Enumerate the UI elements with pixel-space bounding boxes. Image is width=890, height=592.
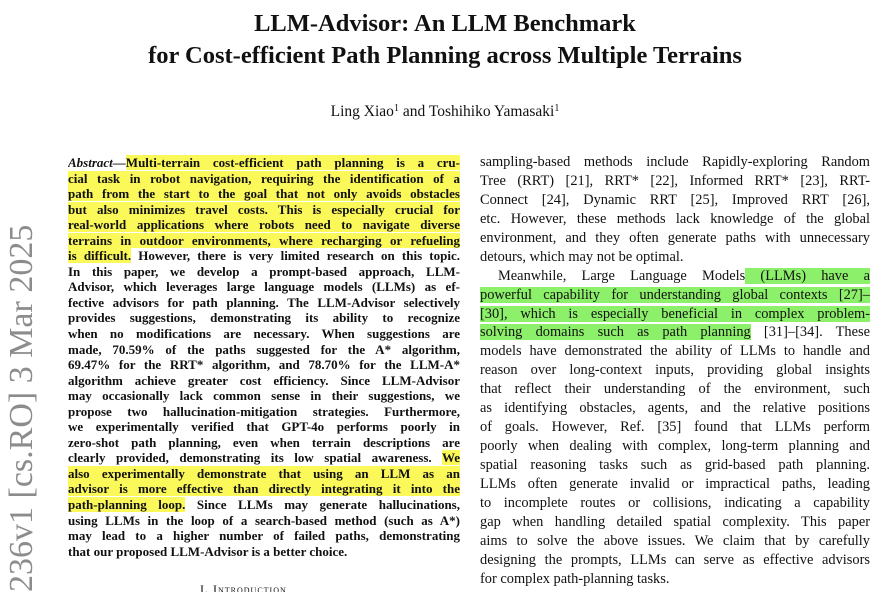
- affiliation-mark: 1: [554, 103, 560, 114]
- text-line: [68, 326, 460, 342]
- text-line: [480, 342, 870, 361]
- highlighted-text: advisor is more effective than directly integrating it into the: [68, 481, 460, 497]
- text-span: of goals. However, Ref. [35] found that LLMs perform: [480, 419, 870, 436]
- text-span: reason over long-context inputs, providing global insights: [480, 362, 870, 379]
- highlighted-text: We: [441, 450, 460, 466]
- text-line: [68, 217, 460, 233]
- text-span: poorly when dealing with complex, long-term planning and: [480, 438, 870, 455]
- text-line: [68, 513, 460, 529]
- text-line: [68, 155, 460, 171]
- text-span: Advisor, which leverages large language models (LLMs) as ef-: [68, 279, 460, 295]
- text-line: [68, 233, 460, 249]
- text-span: that our proposed LLM-Advisor is a better choice.: [68, 543, 348, 559]
- text-span: may occasionally lack common sense in their suggestions, we: [68, 388, 460, 404]
- text-span: zero-shot path planning, even when terrain descriptions are: [68, 434, 460, 450]
- text-span: as identifying obstacles, agents, and the relative positions: [480, 400, 870, 417]
- highlighted-text: terrains in outdoor environments, where recharging or refueling: [68, 232, 460, 248]
- text-span: aims to solve the above issues. We claim that by carefully: [480, 532, 870, 549]
- text-line: [480, 570, 870, 589]
- text-line: [480, 456, 870, 475]
- text-span: detours, which may not be optimal.: [480, 248, 684, 265]
- text-span: algorithm achieve greater cost efficiency. Since LLM-Advisor: [68, 372, 460, 388]
- text-span: provides suggestions, demonstrating its ability to recognize: [68, 310, 460, 326]
- text-line: [480, 153, 870, 172]
- highlighted-text: powerful capability for understanding global contexts [27]–: [480, 286, 870, 303]
- text-line: [480, 418, 870, 437]
- affiliation-mark: 1: [393, 103, 399, 114]
- text-span: that reflect their understanding of the environment, such: [480, 381, 870, 398]
- abstract-dash: —: [112, 155, 126, 170]
- text-line: [68, 186, 460, 202]
- text-span: made, 70.59% of the paths suggested for the A* algorithm,: [68, 341, 460, 357]
- text-span: when no modifications are necessary. When suggestions are: [68, 326, 460, 342]
- text-span: fective advisors for path planning. The LLM-Advisor selectively: [68, 294, 460, 310]
- highlighted-text: cial task in robot navigation, requiring the identification of a: [68, 170, 460, 186]
- highlighted-text: (LLMs) have a: [745, 267, 870, 284]
- text-line: [480, 361, 870, 380]
- text-span: we experimentally verified that GPT-4o performs poorly in: [68, 419, 460, 435]
- text-span: may lead to a higher number of failed paths, demonstrating: [68, 528, 460, 544]
- abstract: [68, 155, 460, 559]
- text-line: [480, 532, 870, 551]
- text-line: [68, 202, 460, 218]
- text-line: [68, 279, 460, 295]
- highlighted-text: but also minimizes travel costs. This is especially crucial for: [68, 201, 460, 217]
- text-line: [68, 497, 460, 513]
- text-line: [480, 210, 870, 229]
- text-line: [480, 494, 870, 513]
- text-span: for complex path-planning tasks.: [480, 570, 670, 587]
- text-line: [68, 466, 460, 482]
- text-line: [68, 342, 460, 358]
- title-line-1: LLM-Advisor: An LLM Benchmark: [254, 10, 636, 37]
- text-line: [68, 310, 460, 326]
- text-line: [480, 172, 870, 191]
- text-span: spatial reasoning tasks such as grid-based path planning.: [480, 457, 870, 473]
- authors: [0, 99, 890, 122]
- text-span: clearly provided, demonstrating its low spatial awareness.: [68, 450, 442, 466]
- text-line: [480, 286, 870, 305]
- text-span: propose two hallucination-mitigation strategies. Furthermore,: [68, 403, 460, 419]
- text-span: to incomplete routes or collisions, indicating a capability: [480, 494, 870, 511]
- text-line: [68, 295, 460, 311]
- text-span: etc. However, these methods lack knowledge of the global: [480, 210, 870, 227]
- text-line: [68, 171, 460, 187]
- text-span: Tree (RRT) [21], RRT* [22], Informed RRT* [23], RRT-: [480, 172, 870, 189]
- text-line: [68, 528, 460, 544]
- text-span: models have demonstrated the ability of LLMs to handle and: [480, 343, 870, 360]
- text-span: Since LLMs may generate hallucinations,: [185, 497, 460, 513]
- text-span: designing the prompts, LLMs can serve as effective advisors: [480, 551, 870, 568]
- text-span: However, there is very limited research on this topic.: [131, 248, 460, 264]
- abstract-label: Abstract: [68, 155, 113, 170]
- author-name: Ling Xiao: [330, 103, 394, 120]
- paper-title: [0, 8, 890, 72]
- text-line: [68, 357, 460, 373]
- author-name: Toshihiko Yamasaki: [428, 103, 555, 120]
- text-span: using LLMs in the loop of a search-based method (such as A*): [68, 512, 460, 528]
- text-span: [31]–[34]. These: [750, 324, 870, 341]
- text-span: gap when handling detailed spatial complexity. This paper: [480, 513, 870, 530]
- text-line: [480, 323, 870, 342]
- text-line: [480, 305, 870, 324]
- text-span: 69.47% for the RRT* algorithm, and 78.70% for the LLM-A*: [68, 357, 460, 373]
- text-span: Connect [24], Dynamic RRT [25], Improved RRT [26],: [480, 191, 870, 208]
- text-line: [480, 191, 870, 210]
- text-line: [68, 388, 460, 404]
- text-span: environment, and they often generate paths with unnecessary: [480, 229, 870, 246]
- highlighted-text: [30], which is especially beneficial in complex problem-: [480, 305, 870, 322]
- highlighted-text: path-planning loop.: [68, 497, 186, 513]
- text-line: [480, 475, 870, 494]
- text-line: [68, 544, 460, 560]
- section-heading: I. Introduction: [200, 582, 287, 592]
- highlighted-text: is difficult.: [68, 248, 132, 264]
- highlighted-text: solving domains such as path planning: [480, 324, 751, 341]
- text-line: [68, 373, 460, 389]
- author-conjunction: and: [402, 103, 426, 120]
- highlighted-text: also experimentally demonstrate that using an LLM as an: [68, 465, 460, 481]
- text-line: [68, 264, 460, 280]
- text-line: [480, 399, 870, 418]
- highlighted-text: path from the start to the goal that not only avoids obstacles: [68, 186, 460, 202]
- text-span: LLMs often generate invalid or impractical paths, leading: [480, 475, 870, 492]
- text-line: [480, 248, 870, 267]
- text-line: [68, 404, 460, 420]
- introduction-text: [480, 153, 870, 589]
- highlighted-text: Multi-terrain cost-efficient path planning is a cru-: [125, 155, 460, 170]
- text-line: [68, 419, 460, 435]
- text-line: [68, 481, 460, 497]
- text-line: [480, 229, 870, 248]
- text-line: [480, 437, 870, 456]
- text-line: [480, 551, 870, 570]
- text-line: [480, 513, 870, 532]
- text-line: [480, 267, 870, 286]
- text-line: [68, 248, 460, 264]
- text-line: [68, 435, 460, 451]
- text-span: In this paper, we develop a prompt-based approach, LLM-: [68, 263, 460, 279]
- text-span: sampling-based methods include Rapidly-exploring Random: [480, 154, 870, 170]
- text-span: Meanwhile, Large Language Models: [498, 267, 746, 284]
- arxiv-stamp: 236v1 [cs.RO] 3 Mar 2025: [3, 224, 40, 592]
- text-line: [68, 450, 460, 466]
- title-line-2: for Cost-efficient Path Planning across Multiple Terrains: [148, 42, 742, 69]
- text-line: [480, 380, 870, 399]
- highlighted-text: real-world applications where robots need to navigate diverse: [68, 217, 460, 233]
